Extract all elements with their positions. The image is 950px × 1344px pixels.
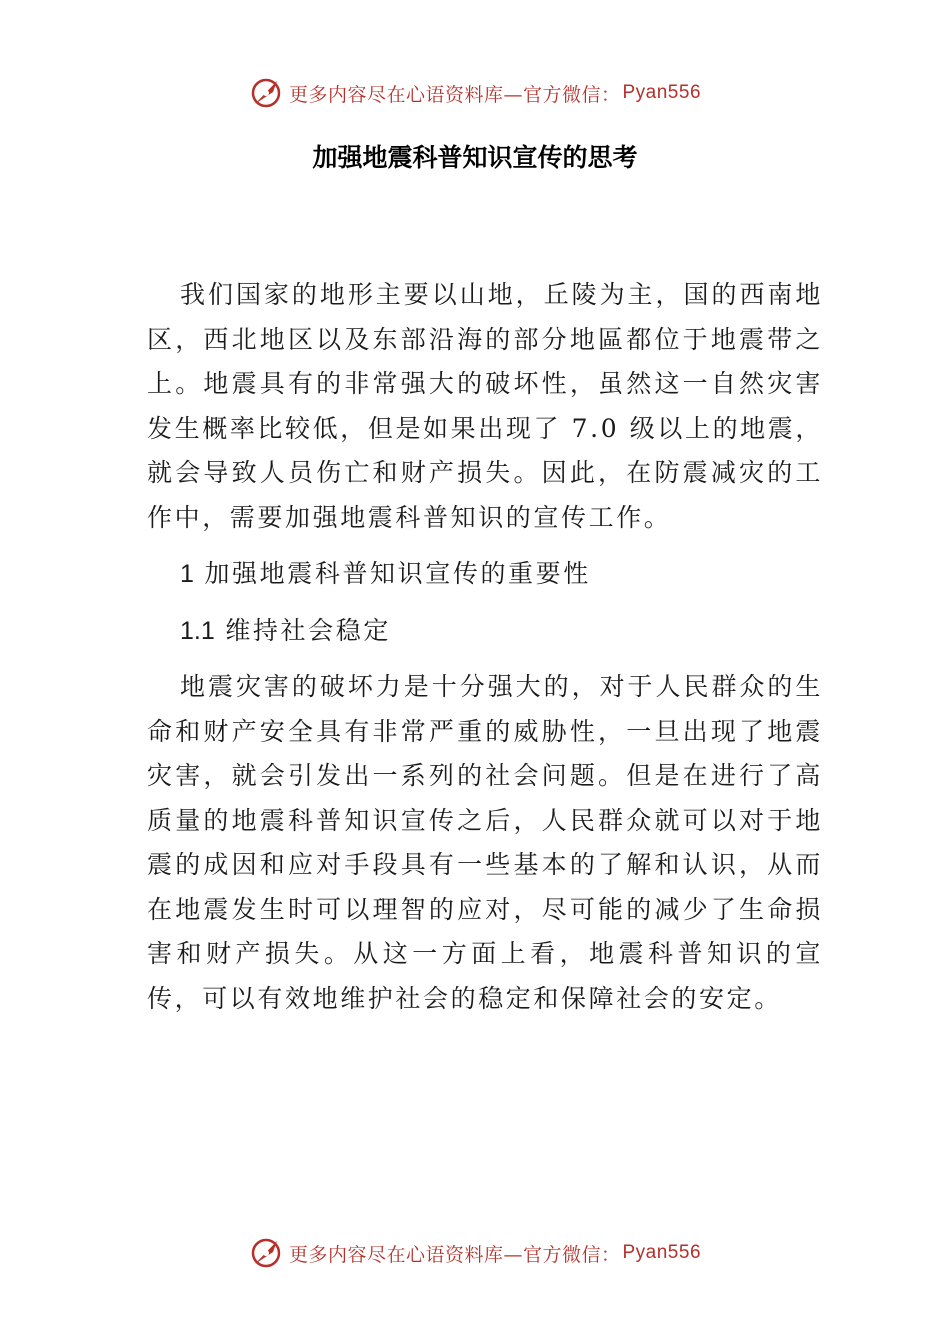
quill-logo-icon — [249, 76, 283, 110]
section-number: 1 — [180, 560, 194, 588]
section-heading-1 — [147, 552, 823, 597]
section-title: 加强地震科普知识宣传的重要性 — [204, 559, 591, 588]
document-title: 加强地震科普知识宣传的思考 — [312, 143, 638, 172]
footer-watermark — [0, 1236, 950, 1270]
section-heading-1-1 — [147, 609, 823, 654]
paragraph-stability: 地震灾害的破坏力是十分强大的，对于人民群众的生命和财产安全具有非常严重的威胁性，一旦出现了地震灾害，就会引发出一系列的社会问题。但是在进行了高质量的地震科普知识宣传之后，人民群众就可以对于地震的成因和应对手段具有一些基本的了解和认识，从而在地震发生时可以理智的应对，尽可能的减少了生命损害和财产损失。从这一方面上看，地震科普知识的宣传，可以有效地维护社会的稳定和保障社会的安定。 — [147, 672, 823, 1013]
watermark-label: —官方微信： — [503, 83, 621, 106]
watermark-wechat-id: Pyan556 — [622, 82, 702, 103]
paragraph-intro: 我们国家的地形主要以山地，丘陵为主，国的西南地区，西北地区以及东部沿海的部分地區都位于地震带之上。地震具有的非常强大的破坏性，虽然这一自然灾害发生概率比较低，但是如果出现了 7.0 级以上的地震，就会导致人员伤亡和财产损失。因此，在防震减灾的工作中，需要加强地震科普知识的宣传工作。 — [147, 280, 823, 532]
watermark-wechat-id: Pyan556 — [622, 1242, 702, 1263]
subsection-number: 1.1 — [180, 616, 215, 645]
header-watermark — [0, 76, 950, 110]
document-body — [147, 273, 823, 1021]
watermark-text: 更多内容尽在心语资料库 — [288, 1243, 504, 1266]
watermark-text: 更多内容尽在心语资料库 — [288, 83, 504, 106]
subsection-title: 维持社会稳定 — [225, 615, 391, 645]
watermark-label: —官方微信： — [503, 1243, 621, 1266]
quill-logo-icon — [249, 1236, 283, 1270]
